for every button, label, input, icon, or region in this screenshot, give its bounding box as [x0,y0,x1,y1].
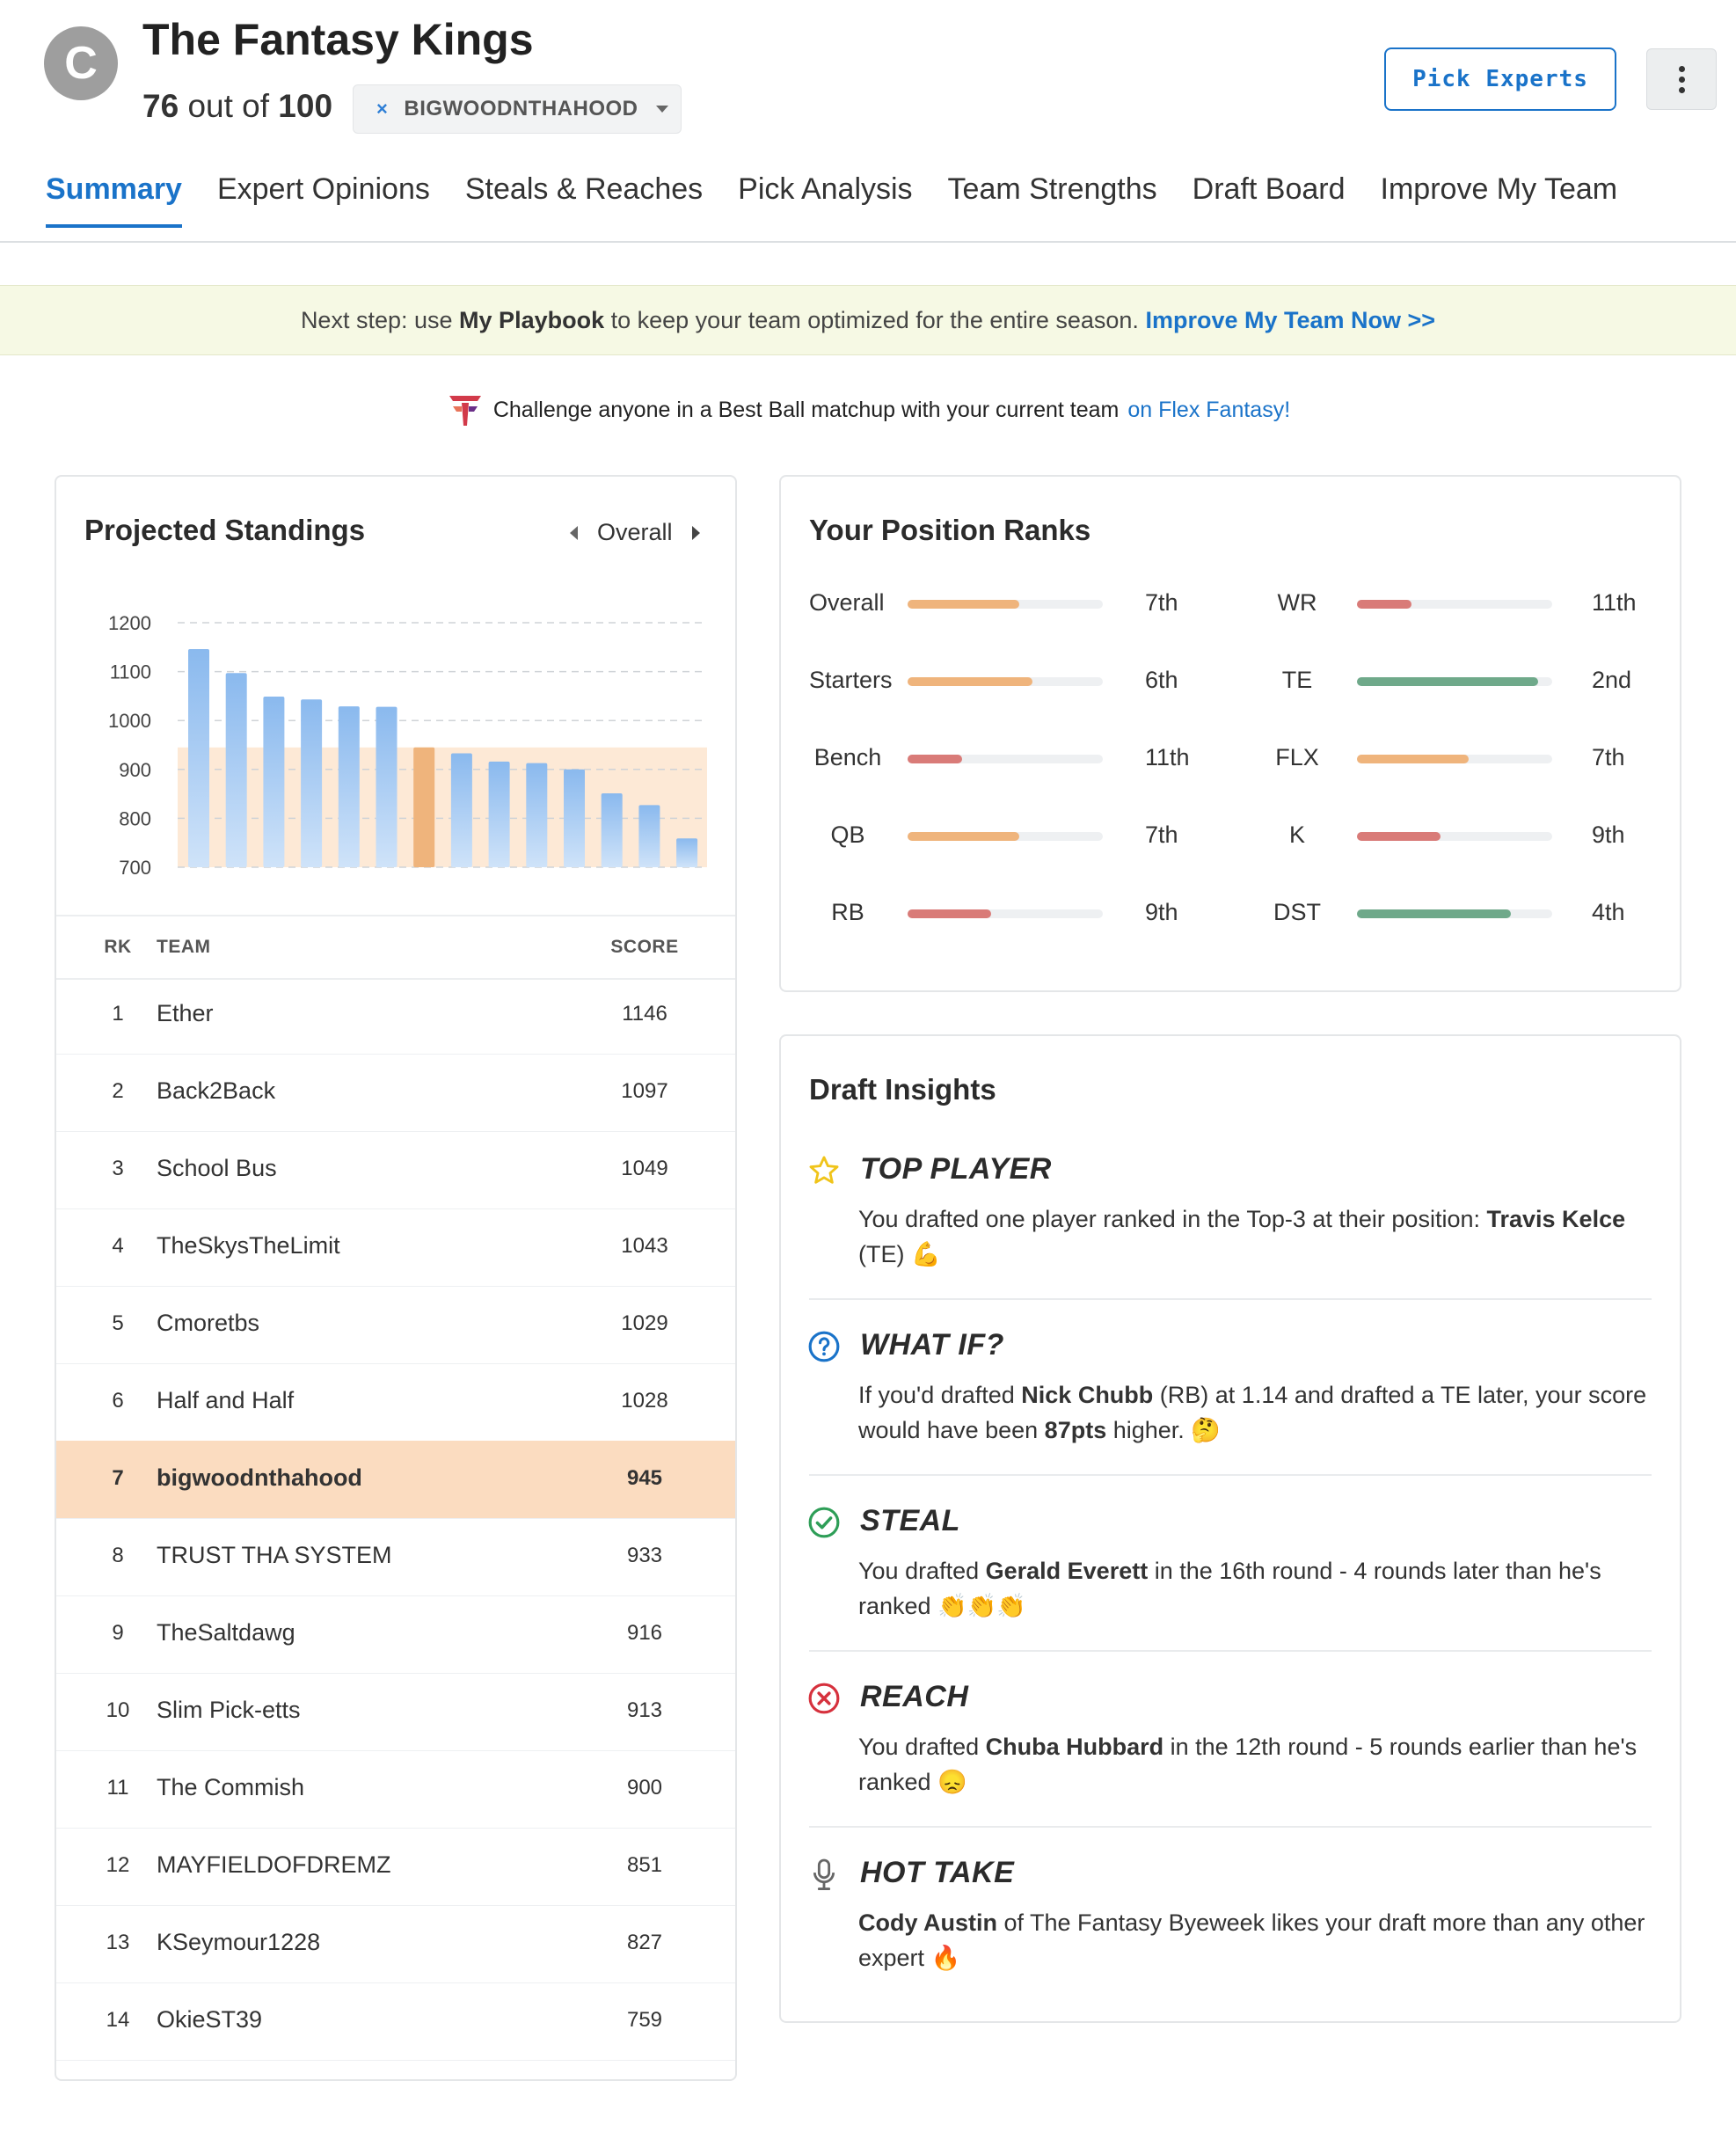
tab-draft-board[interactable]: Draft Board [1192,172,1346,206]
insight-text [858,1905,1650,1975]
insight-text [858,1553,1650,1624]
team-name: OkieST39 [157,2006,263,2033]
rank-bar-fill [1357,600,1411,609]
table-row [56,1905,735,1983]
bar[interactable] [564,770,585,867]
rank-bar-track [1357,755,1552,763]
bar[interactable] [263,697,284,867]
team-name: Back2Back [157,1077,276,1104]
insight-text [858,1377,1650,1448]
table-row [56,1054,735,1132]
position-label: Starters [809,667,893,693]
rank-cell: 6 [112,1389,124,1413]
table-row [56,1208,735,1287]
standings-title: Projected Standings [84,514,366,546]
star-icon [807,1154,841,1187]
standings-view-label: Overall [597,519,673,545]
insight-text-part: of The Fantasy Byeweek likes your draft more than any other expert 🔥 [858,1909,1645,1971]
microphone-icon [809,1858,839,1893]
bar[interactable] [376,707,398,867]
team-name: The Commish [157,1774,305,1800]
bar[interactable] [638,805,660,867]
rank-bar-fill [1357,755,1469,763]
next-step-banner [0,285,1736,355]
table-row [56,1750,735,1829]
bar[interactable] [188,649,209,867]
insight-heading: WHAT IF? [860,1328,1004,1362]
bar[interactable] [301,699,322,867]
position-label: TE [1281,667,1313,693]
rank-cell: 14 [106,2008,130,2032]
position-rank: 7th [1145,589,1178,616]
score-cell: 851 [626,1853,663,1877]
position-rank: 11th [1592,589,1637,616]
position-rank: 7th [1592,744,1625,770]
score-cell: 1028 [621,1389,668,1413]
grade-badge: C [44,26,118,100]
insight-heading: REACH [860,1680,969,1713]
team-name: School Bus [157,1155,277,1181]
position-label: WR [1277,589,1317,616]
bar[interactable] [451,753,472,867]
insight-text-part: (RB) at 1.14 and drafted a TE later, your score would have been [858,1382,1647,1443]
user-selector[interactable] [353,84,682,134]
rank-bar-fill [1357,677,1538,686]
table-row [56,1673,735,1751]
rank-bar-fill [908,600,1019,609]
rank-bar-track [908,909,1103,918]
user-score-band [178,748,707,867]
score-max: 100 [278,88,333,124]
table-row [56,1363,735,1442]
rank-cell: 8 [112,1544,124,1567]
rank-bar-fill [1357,909,1511,918]
rank-cell: 7 [112,1466,124,1490]
rank-bar-track [1357,832,1552,841]
bar[interactable] [339,706,360,867]
insight-divider [809,1826,1652,1828]
more-dot-icon [1679,66,1685,72]
position-rank: 6th [1145,667,1178,693]
prev-arrow-icon[interactable] [570,526,578,540]
rank-cell: 9 [112,1621,124,1645]
rank-bar-track [1357,677,1552,686]
score-cell: 1146 [622,1002,667,1026]
rank-bar-fill [908,677,1032,686]
tab-improve-my-team[interactable]: Improve My Team [1380,172,1618,206]
rank-bar-track [908,755,1103,763]
score-column-header: SCORE [610,937,679,957]
insight-text-part: You drafted one player ranked in the Top-3 at their position: [858,1206,1487,1232]
y-tick-label: 800 [119,807,151,830]
position-label: K [1288,821,1305,848]
insight-text-part: in the 12th round - 5 rounds earlier than he's ranked 😞 [858,1734,1638,1795]
expert-name: Cody Austin [858,1909,997,1936]
standings-view-switcher [570,519,700,546]
insight-text [858,1201,1650,1272]
score-cell: 1097 [621,1079,668,1103]
tab-team-strengths[interactable]: Team Strengths [947,172,1157,206]
tab-summary[interactable]: Summary [46,172,182,228]
position-label: FLX [1275,744,1319,770]
team-name: Ether [157,1000,214,1026]
page-title: The Fantasy Kings [142,15,534,64]
draft-insights-title: Draft Insights [809,1073,996,1106]
rank-cell: 2 [112,1079,124,1103]
flex-promo-text: Challenge anyone in a Best Ball matchup with your current team [492,397,1120,422]
score-cell: 1029 [621,1311,668,1335]
more-dot-icon [1679,87,1685,93]
flex-fantasy-logo-icon [446,392,485,427]
rank-bar-track [1357,909,1552,918]
score-cell: 913 [626,1698,663,1722]
pick-experts-button[interactable]: Pick Experts [1384,47,1616,111]
improve-team-link[interactable]: Improve My Team Now >> [1145,306,1436,333]
tab-expert-opinions[interactable]: Expert Opinions [216,172,430,206]
more-options-button[interactable] [1646,48,1717,110]
player-name: Nick Chubb [1021,1382,1154,1408]
tabs-divider [0,241,1736,243]
insight-divider [809,1650,1652,1652]
chevron-down-icon [656,106,668,113]
rank-bar-track [908,677,1103,686]
rank-bar-fill [908,755,962,763]
next-arrow-icon[interactable] [692,526,700,540]
rank-cell: 12 [106,1853,130,1877]
insight-heading: STEAL [860,1504,960,1537]
banner-bold: My Playbook [459,306,605,333]
insight-divider [809,1474,1652,1476]
score-cell: 916 [626,1621,663,1645]
x-circle-icon [807,1682,841,1715]
insight-heading: TOP PLAYER [860,1152,1052,1186]
player-name: Gerald Everett [985,1558,1149,1584]
y-tick-label: 1200 [108,612,151,634]
team-column-header: TEAM [157,937,211,957]
table-row [56,1982,735,2061]
flex-fantasy-link[interactable]: on Flex Fantasy! [1127,397,1291,422]
position-rank: 11th [1145,744,1190,770]
position-rank: 9th [1145,899,1178,925]
team-name: bigwoodnthahood [157,1464,362,1491]
table-row [56,1518,735,1596]
table-row [56,1828,735,1906]
score-cell: 1049 [621,1157,668,1180]
team-name: Half and Half [157,1387,295,1413]
rank-bar-track [908,832,1103,841]
standings-table-header [56,915,735,980]
rank-cell: 11 [106,1776,129,1800]
insight-text-part: in the 16th round - 4 rounds later than he's ranked 👏👏👏 [858,1558,1601,1619]
bar[interactable] [676,838,697,867]
rank-column-header: RK [104,937,132,957]
position-label: Bench [813,744,882,770]
rank-bar-fill [908,832,1019,841]
username-label: BIGWOODNTHAHOOD [404,97,638,120]
table-row [56,976,735,1055]
score-cell: 1043 [621,1234,668,1258]
table-row [56,1131,735,1209]
question-icon [807,1330,841,1363]
player-name: Travis Kelce [1486,1206,1626,1232]
points-value: 87pts [1044,1417,1107,1443]
position-rank: 4th [1592,899,1625,925]
table-row [56,1286,735,1364]
remove-user-icon[interactable]: × [376,98,389,120]
insight-text-part: You drafted [858,1734,986,1760]
banner-middle: to keep your team optimized for the entire season. [610,306,1139,333]
position-label: DST [1273,899,1321,925]
rank-cell: 13 [106,1931,130,1954]
team-name: Cmoretbs [157,1310,260,1336]
team-name: TRUST THA SYSTEM [157,1542,392,1568]
tab-pick-analysis[interactable]: Pick Analysis [738,172,913,206]
position-ranks-title: Your Position Ranks [809,514,1091,546]
tab-steals-reaches[interactable]: Steals & Reaches [464,172,704,206]
position-rank: 9th [1592,821,1625,848]
team-name: KSeymour1228 [157,1929,321,1955]
insight-text-part: (TE) 💪 [858,1241,941,1267]
position-label: RB [831,899,864,925]
rank-bar-track [908,600,1103,609]
score-value: 76 [142,88,179,124]
rank-bar-fill [1357,832,1441,841]
player-name: Chuba Hubbard [985,1734,1164,1760]
score-cell: 945 [626,1466,663,1490]
bar[interactable] [226,673,247,867]
score-cell: 759 [626,2008,663,2032]
bar[interactable] [602,793,623,867]
position-label: QB [830,821,865,848]
rank-bar-fill [908,909,991,918]
bar-current-user[interactable] [413,748,434,867]
insight-text-part: If you'd drafted [858,1382,1022,1408]
y-tick-label: 1000 [108,710,151,733]
team-name: TheSkysTheLimit [157,1232,340,1259]
check-circle-icon [807,1506,841,1539]
team-name: Slim Pick-etts [157,1697,301,1723]
position-rank: 2nd [1592,667,1632,693]
rank-bar-track [1357,600,1552,609]
rank-cell: 1 [112,1002,124,1026]
position-label: Overall [809,589,885,616]
score-cell: 827 [626,1931,663,1954]
standings-bar-chart [56,598,735,897]
table-row-current-user [56,1441,735,1519]
insight-text [858,1729,1650,1800]
insight-heading: HOT TAKE [860,1856,1015,1889]
rank-cell: 3 [112,1157,124,1180]
position-rank: 7th [1145,821,1178,848]
team-name: TheSaltdawg [157,1619,295,1646]
rank-cell: 5 [112,1311,124,1335]
bar[interactable] [489,762,510,867]
score-summary [142,88,332,125]
insight-text-part: higher. 🤔 [1106,1417,1221,1443]
insight-divider [809,1298,1652,1300]
team-name: MAYFIELDOFDREMZ [157,1851,391,1878]
flex-fantasy-promo [0,392,1736,427]
banner-prefix: Next step: use [300,306,453,333]
score-cell: 900 [626,1776,663,1800]
rank-cell: 10 [106,1698,130,1722]
score-out-of: out of [187,88,270,124]
table-row [56,1595,735,1674]
more-dot-icon [1679,77,1685,83]
y-tick-label: 900 [119,758,151,781]
score-cell: 933 [626,1544,663,1567]
rank-cell: 4 [112,1234,124,1258]
tab-bar [46,172,1652,228]
y-tick-label: 1100 [109,661,151,683]
bar[interactable] [526,763,547,867]
y-tick-label: 700 [119,857,151,879]
insight-text-part: You drafted [858,1558,986,1584]
